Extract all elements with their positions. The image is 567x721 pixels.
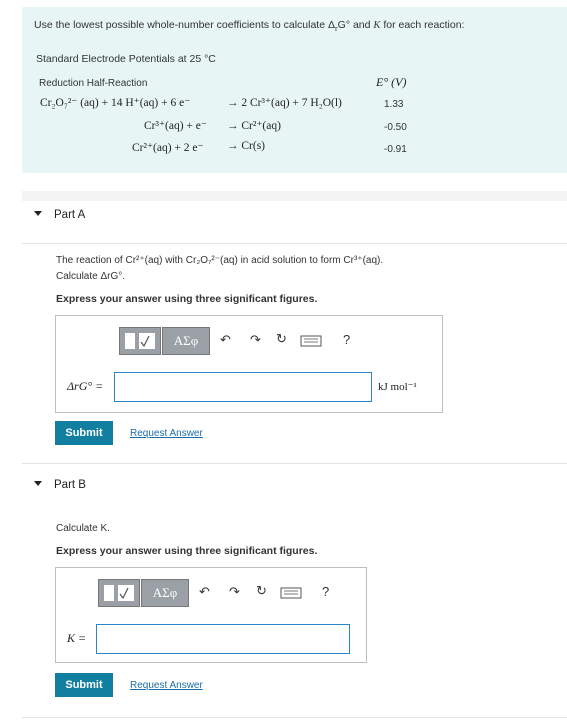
- undo-icon[interactable]: ↶: [220, 332, 231, 347]
- help-button[interactable]: ?: [322, 584, 330, 599]
- collapse-triangle-icon[interactable]: [34, 481, 42, 486]
- part-b-request-answer-link[interactable]: Request Answer: [130, 680, 203, 691]
- part-a-prompt-calc: Calculate ΔrG°.: [56, 271, 126, 282]
- redo-icon[interactable]: ↷: [229, 584, 240, 599]
- templates-button[interactable]: [119, 327, 161, 355]
- reaction-1-rhs: → 2 Cr³⁺(aq) + 7 H₂O(l): [227, 97, 342, 109]
- problem-intro: [22, 7, 567, 173]
- column-header-reaction: Reduction Half-Reaction: [39, 78, 148, 89]
- part-b-prompt: Calculate K.: [56, 523, 110, 534]
- collapse-triangle-icon[interactable]: [34, 211, 42, 216]
- keyboard-icon[interactable]: [280, 587, 302, 599]
- undo-icon[interactable]: ↶: [199, 584, 210, 599]
- part-b-answer-box: [55, 567, 367, 663]
- part-b-label: K =: [67, 631, 87, 645]
- greek-symbols-button[interactable]: ΑΣφ: [162, 327, 210, 355]
- part-a-instruction: Express your answer using three significant figures.: [56, 293, 318, 305]
- divider: [22, 717, 567, 718]
- reaction-1-lhs: Cr₂O₇²⁻ (aq) + 14 H⁺(aq) + 6 e⁻: [40, 97, 191, 109]
- templates-icon: [120, 328, 160, 354]
- reaction-3-rhs: → Cr(s): [227, 140, 266, 152]
- templates-button[interactable]: [98, 579, 140, 607]
- templates-icon: [99, 580, 139, 606]
- help-button[interactable]: ?: [343, 332, 351, 347]
- column-header-potential: E° (V): [376, 75, 407, 89]
- keyboard-icon[interactable]: [300, 335, 322, 347]
- part-b-submit-button[interactable]: Submit: [55, 673, 113, 697]
- reset-icon[interactable]: ↻: [276, 331, 287, 346]
- part-a-label: ΔrG° =: [67, 379, 104, 393]
- part-a-prompt: The reaction of Cr²⁺(aq) with Cr₂O₇²⁻(aq) in acid solution to form Cr³⁺(aq).: [56, 255, 384, 266]
- divider: [22, 243, 567, 244]
- part-a-unit: kJ mol⁻¹: [378, 381, 417, 393]
- reaction-3-lhs: Cr²⁺(aq) + 2 e⁻: [132, 142, 204, 154]
- reaction-2-potential: -0.50: [384, 122, 407, 133]
- part-b-answer-input[interactable]: [96, 624, 350, 654]
- problem-question: Use the lowest possible whole-number coefficients to calculate $\Delta_rG^\circ$ and K for each reaction:: [34, 19, 465, 34]
- reaction-3-potential: -0.91: [384, 144, 407, 155]
- part-b-header[interactable]: Part B: [34, 479, 86, 491]
- reset-icon[interactable]: ↻: [256, 583, 267, 598]
- table-caption: Standard Electrode Potentials at 25 °C: [36, 53, 216, 65]
- part-a-header[interactable]: Part A: [34, 209, 85, 221]
- reaction-2-rhs: → Cr²⁺(aq): [227, 120, 281, 132]
- part-b-instruction: Express your answer using three significant figures.: [56, 545, 318, 557]
- part-a-request-answer-link[interactable]: Request Answer: [130, 428, 203, 439]
- section-separator: [22, 191, 567, 201]
- part-a-answer-input[interactable]: [114, 372, 372, 402]
- divider: [22, 463, 567, 464]
- part-a-submit-button[interactable]: Submit: [55, 421, 113, 445]
- reaction-1-potential: 1.33: [384, 99, 404, 110]
- redo-icon[interactable]: ↷: [250, 332, 261, 347]
- reaction-2-lhs: Cr³⁺(aq) + e⁻: [144, 120, 207, 132]
- part-a-answer-box: [55, 315, 443, 413]
- greek-symbols-button[interactable]: ΑΣφ: [141, 579, 189, 607]
